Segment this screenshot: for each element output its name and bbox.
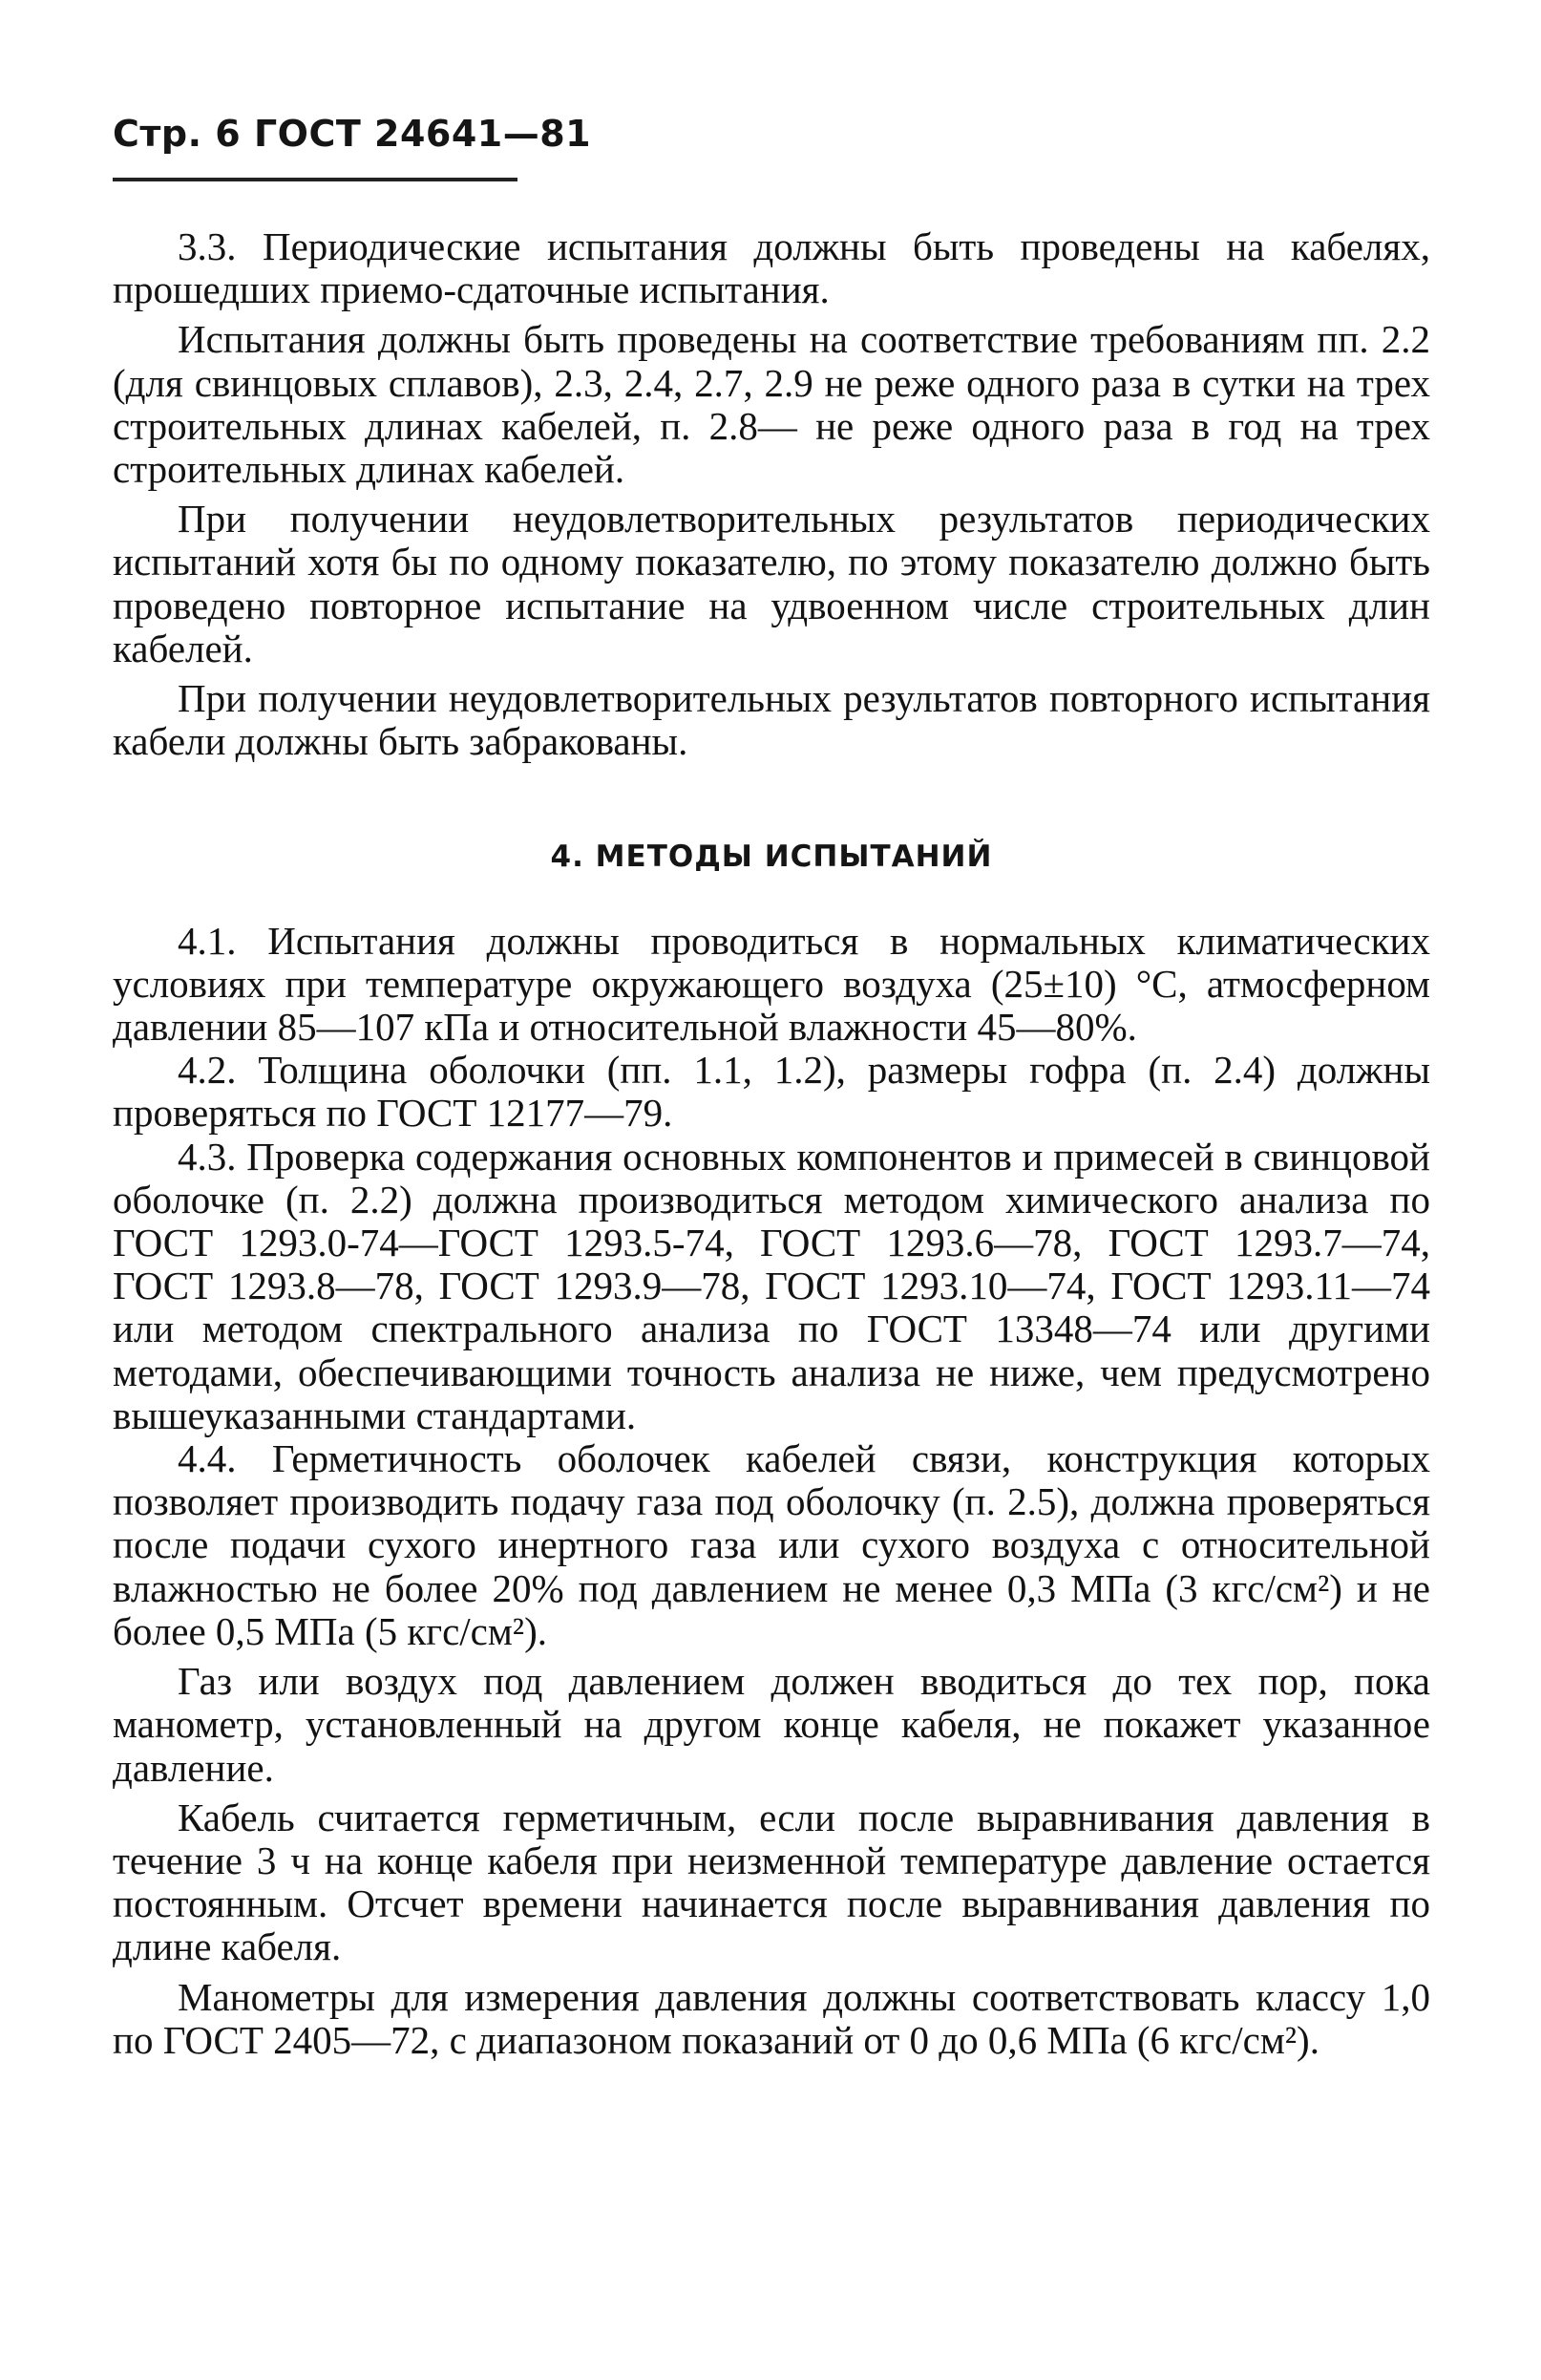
page-header-title: Стр. 6 ГОСТ 24641—81: [113, 113, 592, 155]
paragraph-repeat-test: При получении неудовлетворительных результатов периодических испытаний хотя бы по одному показателю, по этому показателю должно быть проведено повторное испытание на удвоенном числе строительных длин кабелей.: [113, 497, 1430, 670]
paragraph-4-2: 4.2. Толщина оболочки (пп. 1.1, 1.2), размеры гофра (п. 2.4) должны проверяться по ГОСТ 12177—79.: [113, 1048, 1430, 1136]
document-body: [113, 225, 1430, 2062]
paragraph-4-4: 4.4. Герметичность оболочек кабелей связи, конструкция которых позволяет производить подачу газа под оболочку (п. 2.5), должна проверяться после подачи сухого инертного газа или сухого воздуха с относительной влажностью не более 20% под давлением не менее 0,3 МПа (3 кгс/см²) и не более 0,5 МПа (5 кгс/см²).: [113, 1436, 1430, 1653]
paragraph-gas-pressure: Газ или воздух под давлением должен вводиться до тех пор, пока манометр, установленный на другом конце кабеля, не покажет указанное давление.: [113, 1659, 1430, 1790]
paragraph-4-3: 4.3. Проверка содержания основных компонентов и примесей в свинцовой оболочке (п. 2.2) должна производиться методом химического анализа по ГОСТ 1293.0-74—ГОСТ 1293.5-74, ГОСТ 1293.6—78, ГОСТ 1293.7—74, ГОСТ 1293.8—78, ГОСТ 1293.9—78, ГОСТ 1293.10—74, ГОСТ 1293.11—74 или методом спектрального анализа по ГОСТ 13348—74 или другими методами, обеспечивающими точность анализа не ниже, чем предусмотрено вышеуказанными стандартами.: [113, 1134, 1430, 1437]
paragraph-manometers: Манометры для измерения давления должны соответствовать классу 1,0 по ГОСТ 2405—72, с диапазоном показаний от 0 до 0,6 МПа (6 кгс/см²).: [113, 1974, 1430, 2062]
section-heading-test-methods: 4. МЕТОДЫ ИСПЫТАНИЙ: [550, 839, 993, 875]
header-underline: [113, 178, 517, 181]
paragraph-3-3: 3.3. Периодические испытания должны быть проведены на кабелях, прошедших приемо-сдаточные испытания.: [113, 224, 1430, 312]
paragraph-hermetic-criteria: Кабель считается герметичным, если после выравнивания давления в течение 3 ч на конце кабеля при неизменной температуре давление остается постоянным. Отсчет времени начинается после выравнивания давления по длине кабеля.: [113, 1795, 1430, 1969]
paragraph-4-1: 4.1. Испытания должны проводиться в нормальных климатических условиях при температуре окружающего воздуха (25±10) °С, атмосферном давлении 85—107 кПа и относительной влажности 45—80%.: [113, 918, 1430, 1050]
paragraph-rejection: При получении неудовлетворительных результатов повторного испытания кабели должны быть забракованы.: [113, 676, 1430, 764]
paragraph-test-requirements: Испытания должны быть проведены на соответствие требованиям пп. 2.2 (для свинцовых сплавов), 2.3, 2.4, 2.7, 2.9 не реже одного раза в сутки на трех строительных длинах кабелей, п. 2.8— не реже одного раза в год на трех строительных длинах кабелей.: [113, 317, 1430, 492]
page-header: [113, 113, 647, 155]
